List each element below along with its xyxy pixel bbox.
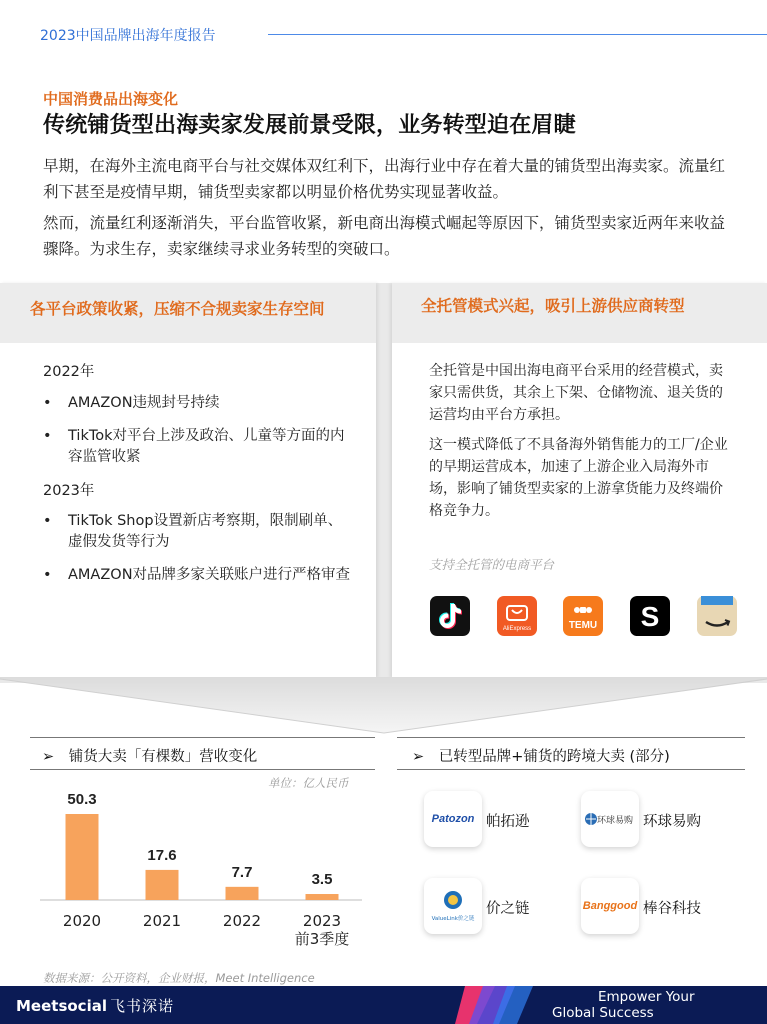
intro-paragraph-2: 然而，流量红利逐渐消失，平台监管收紧，新电商出海模式崛起等原因下，铺货型卖家近两年来收益骤降。为求生存，卖家继续寻求业务转型的突破口。 bbox=[43, 214, 726, 258]
brand-name-banggood: 棒谷科技 bbox=[643, 901, 701, 917]
arrow-bullet-icon: ➢ bbox=[42, 749, 55, 765]
chart-bar bbox=[66, 814, 99, 900]
chart-data-label: 3.5 bbox=[311, 871, 333, 889]
aliexpress-wordmark: AliExpress bbox=[502, 626, 532, 632]
chart-category-label: 2023 bbox=[302, 912, 342, 930]
footer-logo-cn: 飞书深诺 bbox=[109, 997, 174, 1015]
brand-name-patozon: 帕拓逊 bbox=[486, 814, 530, 830]
full-custody-panel bbox=[392, 283, 767, 678]
funnel-arrow bbox=[0, 675, 767, 737]
bullet-icon: • bbox=[43, 513, 52, 529]
valuelink-logo-text: ValueLink价之链 bbox=[431, 916, 475, 922]
year-2023-label: 2023年 bbox=[43, 483, 95, 499]
chart-bar bbox=[226, 887, 259, 900]
patozon-logo-text: Patozon bbox=[431, 813, 475, 825]
revenue-section-title-text: 铺货大卖「有棵数」营收变化 bbox=[68, 749, 258, 765]
bullet-icon: • bbox=[43, 395, 52, 411]
footer-tagline-line2: Global Success bbox=[552, 1005, 654, 1021]
patozon-logo bbox=[424, 791, 482, 847]
footer-decoration-icon bbox=[455, 986, 545, 1024]
footer-logo bbox=[16, 995, 174, 1016]
brands-section-title-text: 已转型品牌+铺货的跨境大卖 (部分) bbox=[438, 749, 670, 765]
globalegrow-logo-text: 环球易购 bbox=[596, 816, 634, 826]
amazon-icon bbox=[697, 596, 737, 636]
policy-panel-header bbox=[0, 283, 376, 343]
revenue-section-top-line bbox=[30, 737, 375, 738]
policy-panel-title: 各平台政策收紧，压缩不合规卖家生存空间 bbox=[30, 300, 325, 318]
list-item-text: AMAZON违规封号持续 bbox=[68, 395, 220, 411]
list-item bbox=[43, 393, 353, 414]
full-custody-paragraph-1: 全托管是中国出海电商平台采用的经营模式，卖家只需供货，其余上下架、仓储物流、退关货的运营均由平台方承担。 bbox=[429, 363, 723, 423]
footer-tagline-line1: Empower Your bbox=[598, 989, 695, 1005]
temu-icon bbox=[563, 596, 603, 636]
revenue-section-title bbox=[42, 745, 257, 766]
brands-section-bottom-line bbox=[397, 769, 745, 770]
list-item-text: AMAZON对品牌多家关联账户进行严格审查 bbox=[68, 567, 351, 583]
chart-data-label: 7.7 bbox=[231, 863, 253, 881]
chart-category-label: 2020 bbox=[62, 912, 102, 930]
brand-name-globalegrow: 环球易购 bbox=[643, 814, 701, 830]
chart-category-label: 2022 bbox=[222, 912, 262, 930]
page-headline: 传统铺货型出海卖家发展前景受限，业务转型迫在眉睫 bbox=[43, 113, 576, 138]
full-custody-panel-header bbox=[392, 283, 767, 343]
footer-logo-text: Meetsocial bbox=[16, 997, 107, 1015]
policy-panel bbox=[0, 283, 376, 678]
revenue-bar-chart bbox=[40, 780, 370, 955]
shein-icon bbox=[630, 596, 670, 636]
data-source-note: 数据来源：公开资料，企业财报，Meet Intelligence bbox=[43, 971, 315, 985]
footer-bar bbox=[0, 986, 767, 1024]
list-item-text: TikTok对平台上涉及政治、儿童等方面的内容监管收紧 bbox=[68, 428, 345, 465]
brands-section-title bbox=[412, 745, 670, 766]
valuelink-logo bbox=[424, 878, 482, 934]
full-custody-paragraph-2: 这一模式降低了不具备海外销售能力的工厂/企业的早期运营成本，加速了上游企业入局海外市场，影响了铺货型卖家的上游拿货能力及终端价格竞争力。 bbox=[429, 437, 728, 519]
chart-data-label: 17.6 bbox=[147, 846, 177, 864]
brand-name-valuelink: 价之链 bbox=[486, 901, 530, 917]
full-custody-panel-title: 全托管模式兴起，吸引上游供应商转型 bbox=[421, 297, 685, 315]
chart-unit-label: 单位：亿人民币 bbox=[268, 776, 349, 790]
list-item bbox=[43, 426, 353, 468]
chart-category-label: 前3季度 bbox=[294, 930, 350, 948]
temu-wordmark: TEMU bbox=[568, 620, 598, 631]
list-item-text: TikTok Shop设置新店考察期，限制刷单、虚假发货等行为 bbox=[68, 513, 343, 550]
chart-category-label: 2021 bbox=[142, 912, 182, 930]
report-title: 2023中国品牌出海年度报告 bbox=[40, 28, 216, 44]
section-kicker: 中国消费品出海变化 bbox=[43, 90, 179, 108]
tiktok-icon bbox=[430, 596, 470, 636]
banggood-logo bbox=[581, 878, 639, 934]
list-item bbox=[43, 565, 353, 586]
brands-section-top-line bbox=[397, 737, 745, 738]
shein-letter: S bbox=[640, 601, 660, 632]
bullet-icon: • bbox=[43, 567, 52, 583]
intro-paragraph-1: 早期，在海外主流电商平台与社交媒体双红利下，出海行业中存在着大量的铺货型出海卖家。流量红利下甚至是疫情早期，铺货型卖家都以明显价格优势实现显著收益。 bbox=[43, 157, 726, 201]
list-item bbox=[43, 511, 353, 553]
arrow-bullet-icon: ➢ bbox=[412, 749, 425, 765]
revenue-section-bottom-line bbox=[30, 769, 375, 770]
chart-bar bbox=[306, 894, 339, 900]
year-2022-label: 2022年 bbox=[43, 364, 95, 380]
chart-bar bbox=[146, 870, 179, 900]
platforms-caption: 支持全托管的电商平台 bbox=[429, 557, 555, 572]
chart-data-label: 50.3 bbox=[67, 791, 97, 808]
globalegrow-logo bbox=[581, 791, 639, 847]
banggood-logo-text: Banggood bbox=[582, 900, 638, 912]
header-divider bbox=[268, 34, 767, 35]
aliexpress-icon bbox=[497, 596, 537, 636]
bullet-icon: • bbox=[43, 428, 52, 444]
